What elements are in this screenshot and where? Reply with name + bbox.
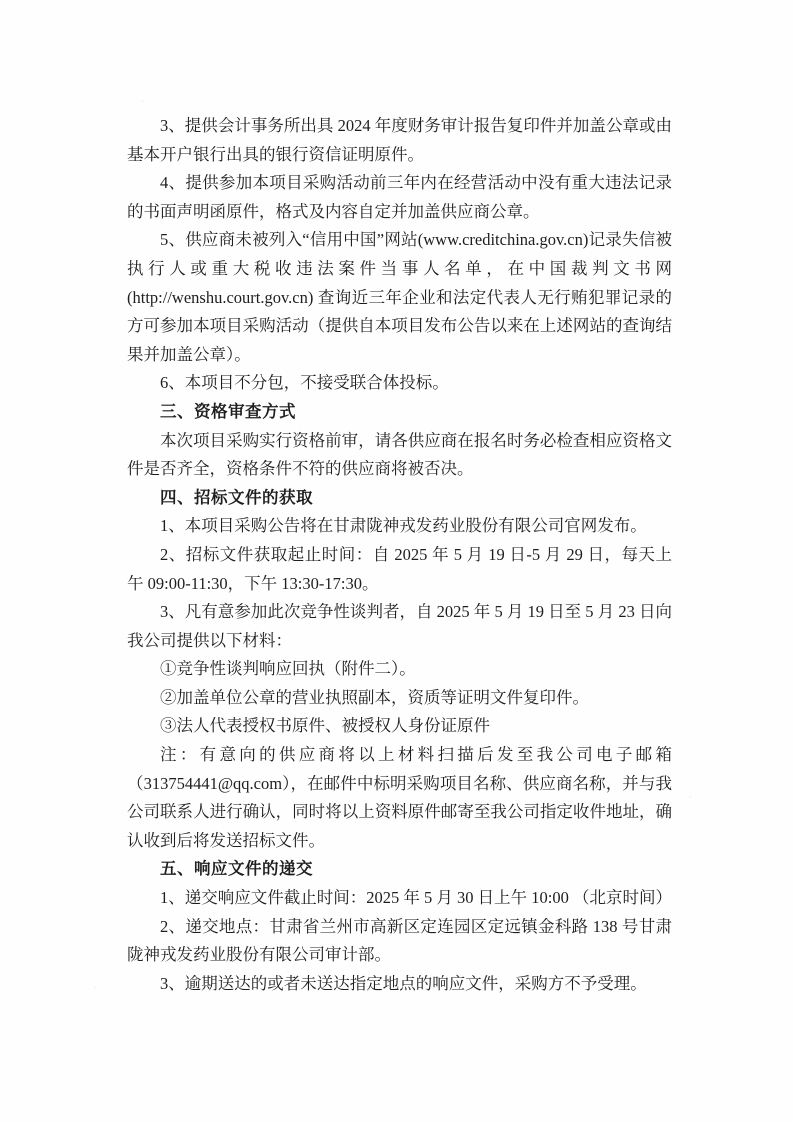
paragraph-note-email: 注：有意向的供应商将以上材料扫描后发至我公司电子邮箱（313754441@qq.com），在邮件中标明采购项目名称、供应商名称，并与我公司联系人进行确认，同时将以上资料原件邮寄至我公司指定收件地址，确认收到后将发送招标文件。 (127, 745, 672, 850)
paragraph-materials-intro: 3、凡有意参加此次竞争性谈判者，自 2025 年 5 月 19 日至 5 月 23 日向我公司提供以下材料： (127, 602, 672, 650)
section-heading-response-submission: 五、响应文件的递交 (160, 860, 313, 879)
paragraph-item-4-no-violation: 4、提供参加本项目采购活动前三年内在经营活动中没有重大违法记录的书面声明函原件，格式及内容自定并加盖供应商公章。 (127, 173, 672, 221)
paragraph-material-3-authorization: ③法人代表授权书原件、被授权人身份证原件 (160, 716, 490, 736)
paragraph-submission-deadline: 1、递交响应文件截止时间：2025 年 5 月 30 日上午 10:00 （北京时间） (160, 888, 672, 908)
section-heading-qualification-review: 三、资格审查方式 (160, 402, 296, 421)
document-text-block (127, 112, 672, 998)
paragraph-material-1-receipt: ①竞争性谈判响应回执（附件二）。 (160, 659, 416, 679)
paragraph-item-5-credit-check: 5、供应商未被列入“信用中国”网站(www.creditchina.gov.cn)记录失信被执行人或重大税收违法案件当事人名单，在中国裁判文书网(http://wenshu.court.gov.cn) 查询近三年企业和法定代表人无行贿犯罪记录的方可参加本项目采购活动（提供自本项目发布公告以来在上述网站的查询结果并加盖公章）。 (127, 230, 672, 364)
paragraph-announcement-website: 1、本项目采购公告将在甘肃陇神戎发药业股份有限公司官网发布。 (160, 516, 647, 536)
section-heading-document-acquisition: 四、招标文件的获取 (160, 488, 313, 507)
paragraph-item-3-audit-report: 3、提供会计事务所出具 2024 年度财务审计报告复印件并加盖公章或由基本开户银行出具的银行资信证明原件。 (127, 116, 672, 164)
paragraph-submission-address: 2、递交地点：甘肃省兰州市高新区定连园区定远镇金科路 138 号甘肃陇神戎发药业股份有限公司审计部。 (127, 916, 672, 965)
paragraph-acquisition-time: 2、招标文件获取起止时间：自 2025 年 5 月 19 日-5 月 29 日，每天上午 09:00-11:30，下午 13:30-17:30。 (127, 544, 672, 593)
paragraph-material-2-license: ②加盖单位公章的营业执照副本，资质等证明文件复印件。 (160, 687, 589, 707)
paragraph-prequalification: 本次项目采购实行资格前审，请各供应商在报名时务必检查相应资格文件是否齐全，资格条件不符的供应商将被否决。 (127, 430, 672, 479)
paragraph-item-6-no-consortium: 6、本项目不分包，不接受联合体投标。 (160, 373, 449, 393)
paragraph-late-submission: 3、逾期送达的或者未送达指定地点的响应文件，采购方不予受理。 (160, 973, 647, 993)
